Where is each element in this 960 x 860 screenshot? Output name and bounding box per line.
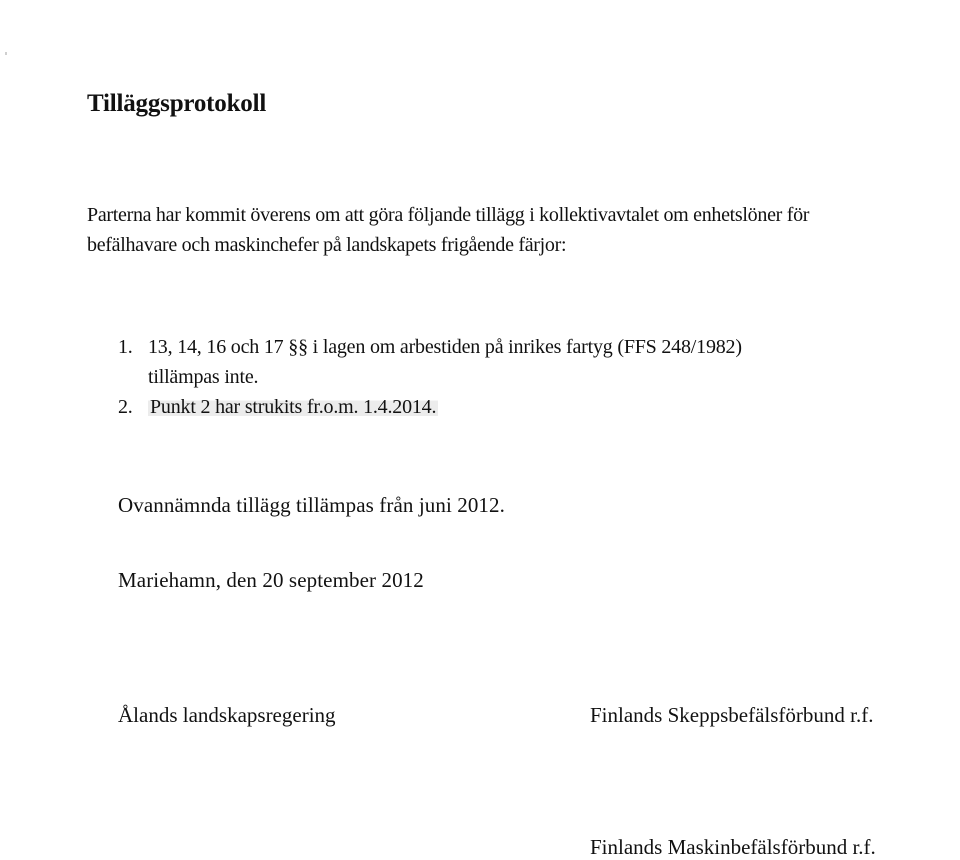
intro-line-1: Parterna har kommit överens om att göra följande tillägg i kollektivavtalet om enhetslöner för — [87, 204, 810, 226]
list-item-text-line-1: 13, 14, 16 och 17 §§ i lagen om arbestiden på inrikes fartyg (FFS 248/1982) — [148, 336, 742, 358]
effective-statement: Ovannämnda tillägg tillämpas från juni 2012. — [118, 493, 505, 517]
signatory-right: Finlands Skeppsbefälsförbund r.f. — [590, 703, 874, 727]
list-item-2 — [118, 392, 742, 422]
list-item-number: 2. — [118, 396, 133, 418]
scan-speck — [5, 52, 7, 55]
intro-paragraph — [87, 200, 957, 260]
place-and-date: Mariehamn, den 20 september 2012 — [118, 568, 424, 592]
intro-line-2: befälhavare och maskinchefer på landskapets frigående färjor: — [87, 234, 567, 256]
signatory-left: Ålands landskapsregering — [118, 703, 336, 727]
list-item-text-line-2: tillämpas inte. — [148, 366, 259, 388]
numbered-list — [118, 332, 742, 422]
document-title: Tilläggsprotokoll — [87, 90, 267, 117]
signatory-right-second: Finlands Maskinbefälsförbund r.f. — [590, 835, 876, 859]
list-item-number: 1. — [118, 336, 133, 358]
list-item-text-line-1: Punkt 2 har strukits fr.o.m. 1.4.2014. — [150, 396, 437, 418]
list-item-1 — [118, 332, 742, 392]
